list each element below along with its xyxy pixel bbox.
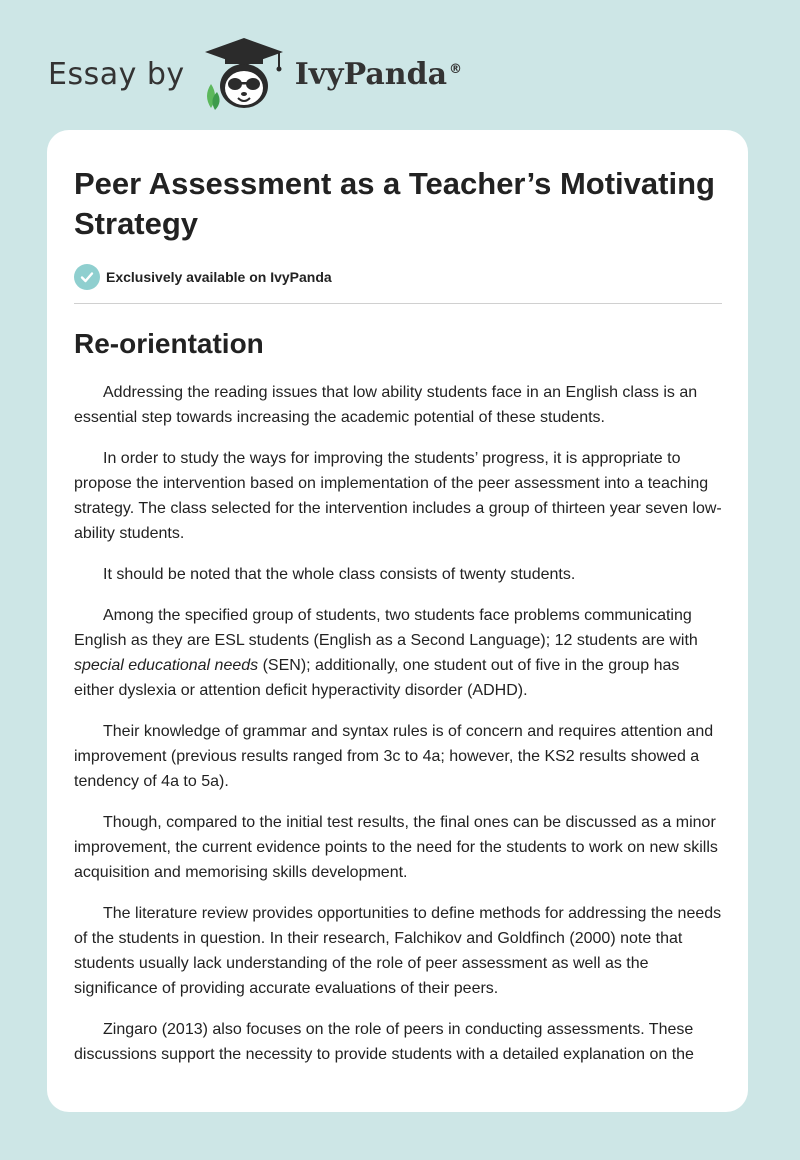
registered-mark: ® [449,61,463,77]
paragraph: Though, compared to the initial test results, the final ones can be discussed as a minor improvement, the current evidence points to the need for the students to work on new skills acquisition and memorising skills development. [74,814,718,881]
section-heading: Re-orientation [74,328,264,359]
paragraph: In order to study the ways for improving the students’ progress, it is appropriate to propose the intervention based on implementation of the peer assessment into a teaching strategy. The class selected for the intervention includes a group of thirteen year seven low-ability students. [74,450,722,542]
checkmark-icon [74,264,100,290]
essay-body [74,380,722,1067]
paragraph: Their knowledge of grammar and syntax rules is of concern and requires attention and improvement (previous results ranged from 3c to 4a; however, the KS2 results showed a tendency of 4a to 5a). [74,723,714,790]
panda-logo-icon[interactable] [199,34,289,114]
paragraph: Addressing the reading issues that low ability students face in an English class is an essential step towards increasing the academic potential of these students. [74,384,698,426]
exclusive-label: Exclusively available on IvyPanda [106,269,332,285]
title-divider [74,303,722,304]
paragraph: Zingaro (2013) also focuses on the role of peers in conducting assessments. These discussions support the necessity to provide students with a detailed explanation on the [74,1021,694,1063]
essay-content [74,164,722,1083]
essay-title: Peer Assessment as a Teacher’s Motivating Strategy [74,166,715,241]
paragraph: The literature review provides opportunities to define methods for addressing the needs of the students in question. In their research, Falchikov and Goldfinch (2000) note that students usually lack understanding of the role of peer assessment as well as the significance of providing accurate evaluations of their peers. [74,905,722,997]
paragraph: It should be noted that the whole class consists of twenty students. [103,566,576,583]
paragraph: Among the specified group of students, two students face problems communicating English as they are ESL students (English as a Second Language); 12 students are with special educational needs (SEN); additionally, one student out of five in the group has either dyslexia or attention deficit hyperactivity disorder (ADHD). [74,607,698,699]
ivypanda-brand[interactable]: IvyPanda ® [294,56,463,92]
essay-by-label: Essay by [48,56,185,92]
exclusive-badge [74,264,722,290]
essay-card [47,130,748,1112]
site-header [48,34,462,114]
